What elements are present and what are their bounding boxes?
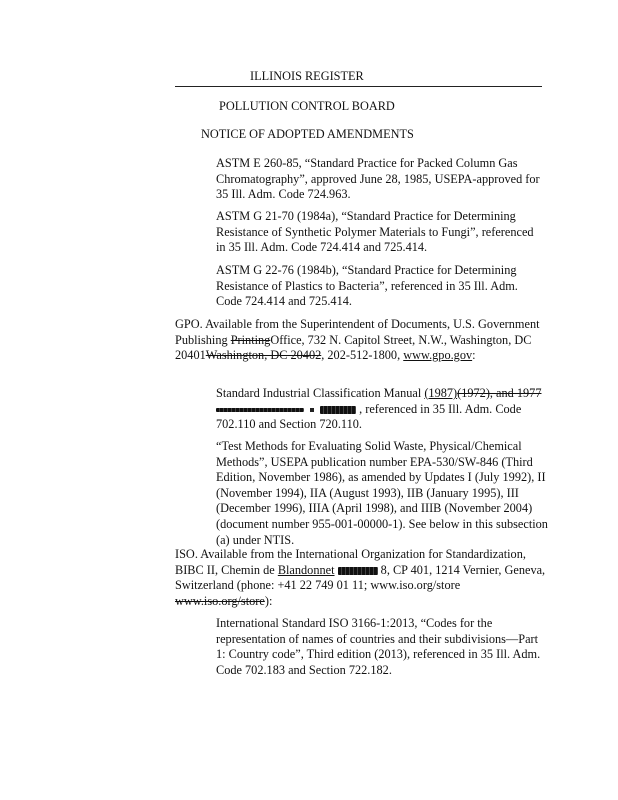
gpo-text-4: : (472, 348, 476, 363)
gpo-text-3: , 202-512-1800, (321, 348, 401, 363)
agency-name: POLLUTION CONTROL BOARD (219, 99, 395, 113)
sic-year-inserted: (1987) (424, 386, 458, 400)
iso-text-1: ISO. Available from the International Organization for Standardization, BIBC II, Chemin de (175, 547, 526, 577)
sic-text-1: Standard Industrial Classification Manual (216, 386, 425, 400)
page-header (175, 69, 542, 87)
astm-g22-entry: ASTM G 22-76 (1984b), “Standard Practice for Determining Resistance of Plastics to Bacteria”, referenced in 35 Ill. Adm. Code 724.414 and 725.414. (216, 263, 518, 309)
sic-manual-entry (216, 386, 546, 433)
iso-text-2: 8, CP 401, 1214 Vernier, Geneva, Switzerland (phone: +41 22 749 01 11; www.iso.org/store (175, 562, 546, 593)
stray-mark (310, 408, 314, 412)
gpo-text-1: GPO. Available from the Superintendent of Documents, U.S. Government Publishing (175, 317, 540, 347)
astm-e260-entry: ASTM E 260-85, “Standard Practice for Packed Column Gas Chromatography”, approved June 28, 1985, USEPA-approved for 35 Ill. Adm. Code 724.963. (216, 156, 540, 202)
test-methods-entry: “Test Methods for Evaluating Solid Waste, Physical/Chemical Methods”, USEPA publication number EPA-530/SW-846 (Third Edition, November 1986), as amended by Updates I (July 1992), II (November 1994), IIA (August 1993), IIB (January 1995), III (December 1996), IIIA (April 1998), and IIIB (November 2004) (document number 955-001-00000-1). See below in this subsection (a) under NTIS. (216, 439, 548, 547)
astm-g21-entry: ASTM G 21-70 (1984a), “Standard Practice for Determining Resistance of Synthetic Polymer Materials to Fungi”, referenced in 35 Ill. Adm. Code 724.414 and 725.414. (216, 209, 534, 255)
iso-redaction-block (338, 567, 378, 575)
iso-3166-entry: International Standard ISO 3166-1:2013, “Codes for the representation of names of countries and their subdivisions—Part 1: Country code”, Third edition (2013), referenced in 35 Ill. Adm. Code 702.183 and Section 722.182. (216, 616, 541, 677)
gpo-url-link[interactable]: www.gpo.gov (403, 348, 473, 363)
gpo-strike-printing: Printing (230, 332, 271, 347)
iso-paragraph (175, 547, 555, 609)
struck-text-redaction (216, 408, 304, 412)
sic-text-2: , referenced in 35 Ill. Adm. Code 702.110 and Section 720.110. (216, 401, 522, 432)
iso-strike-url: www.iso.org/store (175, 593, 265, 608)
iso-blandonnet: Blandonnet (277, 562, 335, 577)
gpo-strike-address: Washington, DC 20402 (205, 348, 322, 363)
iso-text-3: ): (264, 593, 273, 608)
sic-year-struck: (1972), and 1977 (457, 386, 542, 400)
notice-title: NOTICE OF ADOPTED AMENDMENTS (201, 127, 414, 141)
gpo-paragraph (175, 317, 545, 364)
redaction-block (320, 406, 356, 414)
register-title: ILLINOIS REGISTER (250, 69, 364, 83)
gpo-text-2: Office, 732 N. Capitol Street, N.W., Washington, DC 20401 (175, 332, 532, 363)
